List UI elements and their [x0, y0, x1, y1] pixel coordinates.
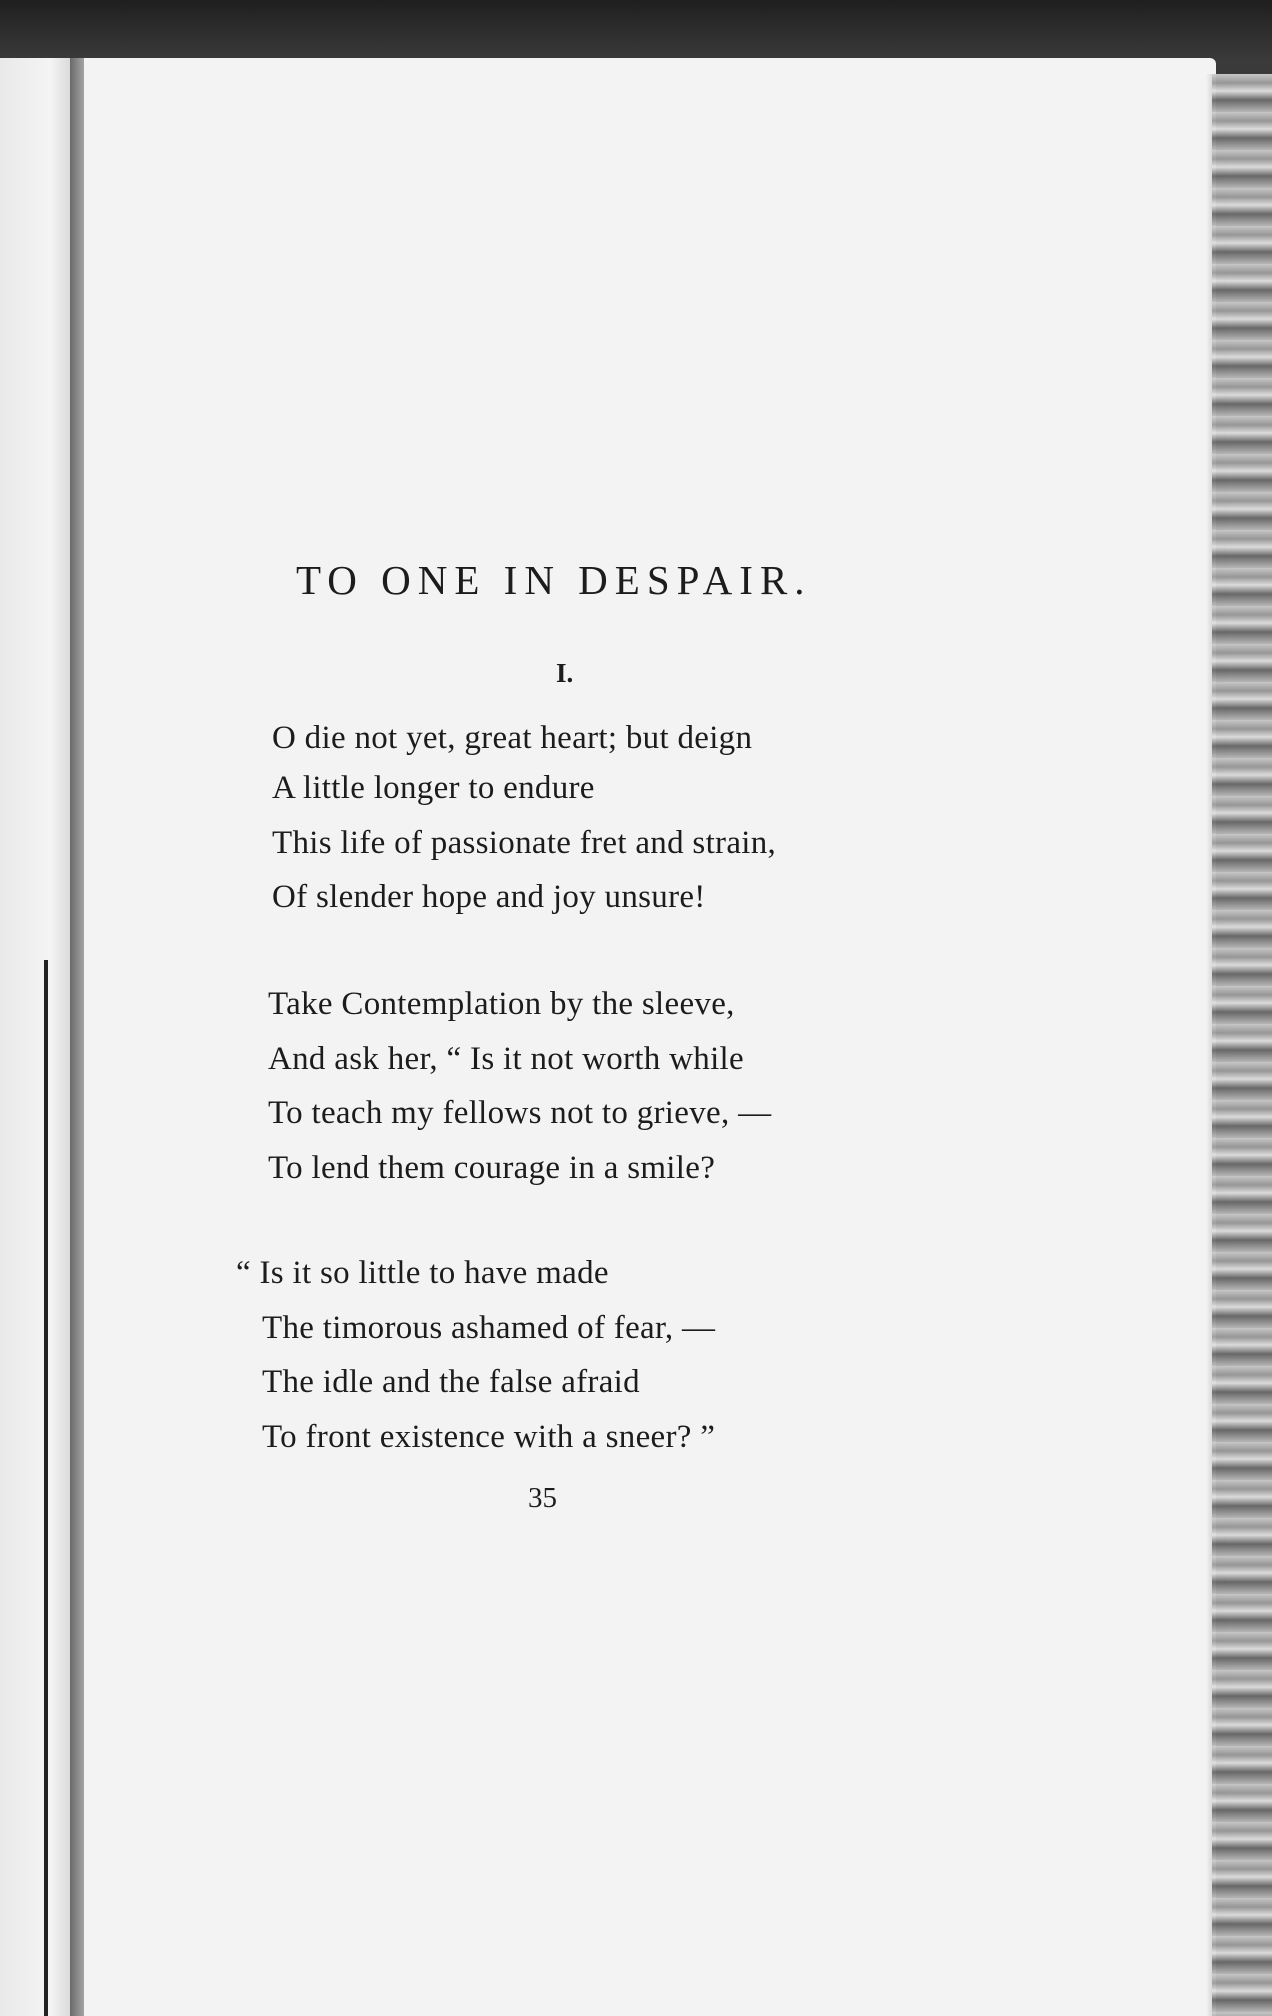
stanza-1-line-1: O die not yet, great heart; but deign [272, 720, 753, 756]
stanza-3-line-3: The idle and the false afraid [262, 1364, 640, 1400]
stanza-2-line-2: And ask her, “ Is it not worth while [268, 1041, 744, 1077]
stanza-3-line-2: The timorous ashamed of fear, — [262, 1310, 716, 1346]
stanza-3-line-1: “ Is it so little to have made [236, 1255, 609, 1291]
stanza-3-line-4: To front existence with a sneer? ” [262, 1419, 716, 1455]
section-numeral: I. [556, 658, 574, 688]
page-edge-line [44, 960, 48, 2016]
poem-title: TO ONE IN DESPAIR. [296, 557, 812, 603]
book-page [84, 58, 1216, 2016]
stanza-1-line-2: A little longer to endure [272, 770, 595, 806]
stanza-2-line-1: Take Contemplation by the sleeve, [268, 986, 735, 1022]
stanza-2-line-3: To teach my fellows not to grieve, — [268, 1095, 772, 1131]
stanza-1-line-3: This life of passionate fret and strain, [272, 825, 777, 861]
book-fore-edge [1212, 74, 1272, 2016]
stanza-2-line-4: To lend them courage in a smile? [268, 1150, 716, 1186]
previous-page-edge [0, 58, 72, 2016]
page-number: 35 [528, 1482, 557, 1514]
stanza-1-line-4: Of slender hope and joy unsure! [272, 879, 706, 915]
